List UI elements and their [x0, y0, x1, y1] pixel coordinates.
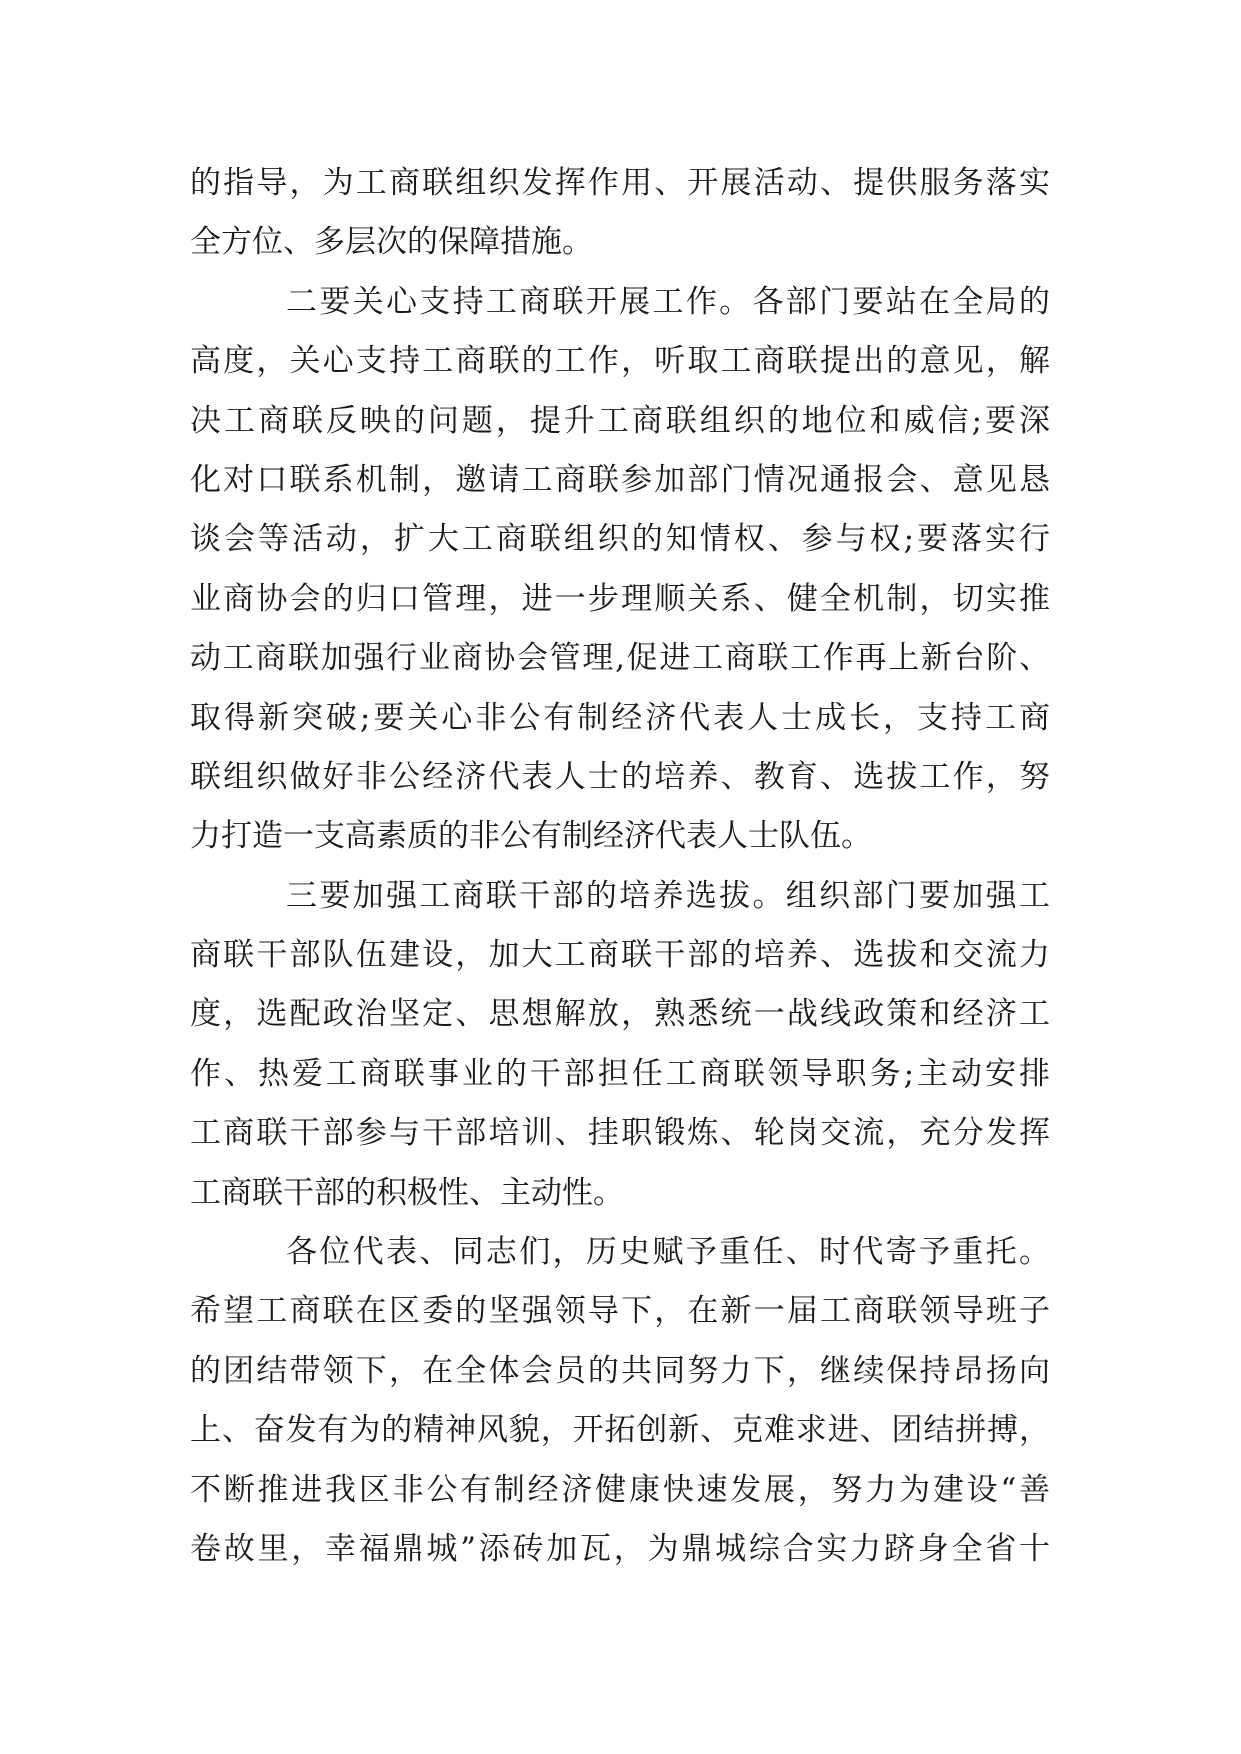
text-line: 联组织做好非公经济代表人士的培养、教育、选拔工作，努	[190, 758, 1050, 795]
text-line: 工商联干部参与干部培训、挂职锻炼、轮岗交流，充分发挥	[190, 1115, 1050, 1152]
paragraph-first-line: 各位代表、同志们，历史赋予重任、时代寄予重托。	[286, 1234, 1050, 1271]
text-line: 卷故里，幸福鼎城”添砖加瓦，为鼎城综合实力跻身全省十	[190, 1530, 1050, 1567]
body-text	[190, 154, 1050, 1579]
text-line: 上、奋发有为的精神风貌，开拓创新、克难求进、团结拼搏，	[190, 1412, 1050, 1449]
paragraph-first-line: 二要关心支持工商联开展工作。各部门要站在全局的	[286, 283, 1050, 320]
text-line: 不断推进我区非公有制经济健康快速发展，努力为建设“善	[190, 1471, 1050, 1508]
text-line: 取得新突破;要关心非公有制经济代表人士成长，支持工商	[190, 699, 1050, 736]
paragraph-first-line: 三要加强工商联干部的培养选拔。组织部门要加强工	[286, 877, 1050, 914]
text-line: 高度，关心支持工商联的工作，听取工商联提出的意见，解	[190, 343, 1050, 380]
text-line: 希望工商联在区委的坚强领导下，在新一届工商联领导班子	[190, 1293, 1050, 1330]
text-line: 谈会等活动，扩大工商联组织的知情权、参与权;要落实行	[190, 521, 1050, 558]
text-line: 业商协会的归口管理，进一步理顺关系、健全机制，切实推	[190, 580, 1050, 617]
text-line: 全方位、多层次的保障措施。	[190, 224, 593, 261]
text-line: 化对口联系机制，邀请工商联参加部门情况通报会、意见恳	[190, 461, 1050, 498]
text-line: 的团结带领下，在全体会员的共同努力下，继续保持昂扬向	[190, 1352, 1050, 1389]
text-line: 决工商联反映的问题，提升工商联组织的地位和威信;要深	[190, 402, 1050, 439]
text-line: 工商联干部的积极性、主动性。	[190, 1174, 624, 1211]
text-line: 动工商联加强行业商协会管理,促进工商联工作再上新台阶、	[190, 640, 1050, 677]
text-line: 作、热爱工商联事业的干部担任工商联领导职务;主动安排	[190, 1055, 1050, 1092]
text-line: 的指导，为工商联组织发挥作用、开展活动、提供服务落实	[190, 165, 1050, 201]
text-line: 度，选配政治坚定、思想解放，熟悉统一战线政策和经济工	[190, 996, 1050, 1033]
text-line: 商联干部队伍建设，加大工商联干部的培养、选拔和交流力	[190, 937, 1050, 974]
text-line: 力打造一支高素质的非公有制经济代表人士队伍。	[190, 818, 872, 855]
